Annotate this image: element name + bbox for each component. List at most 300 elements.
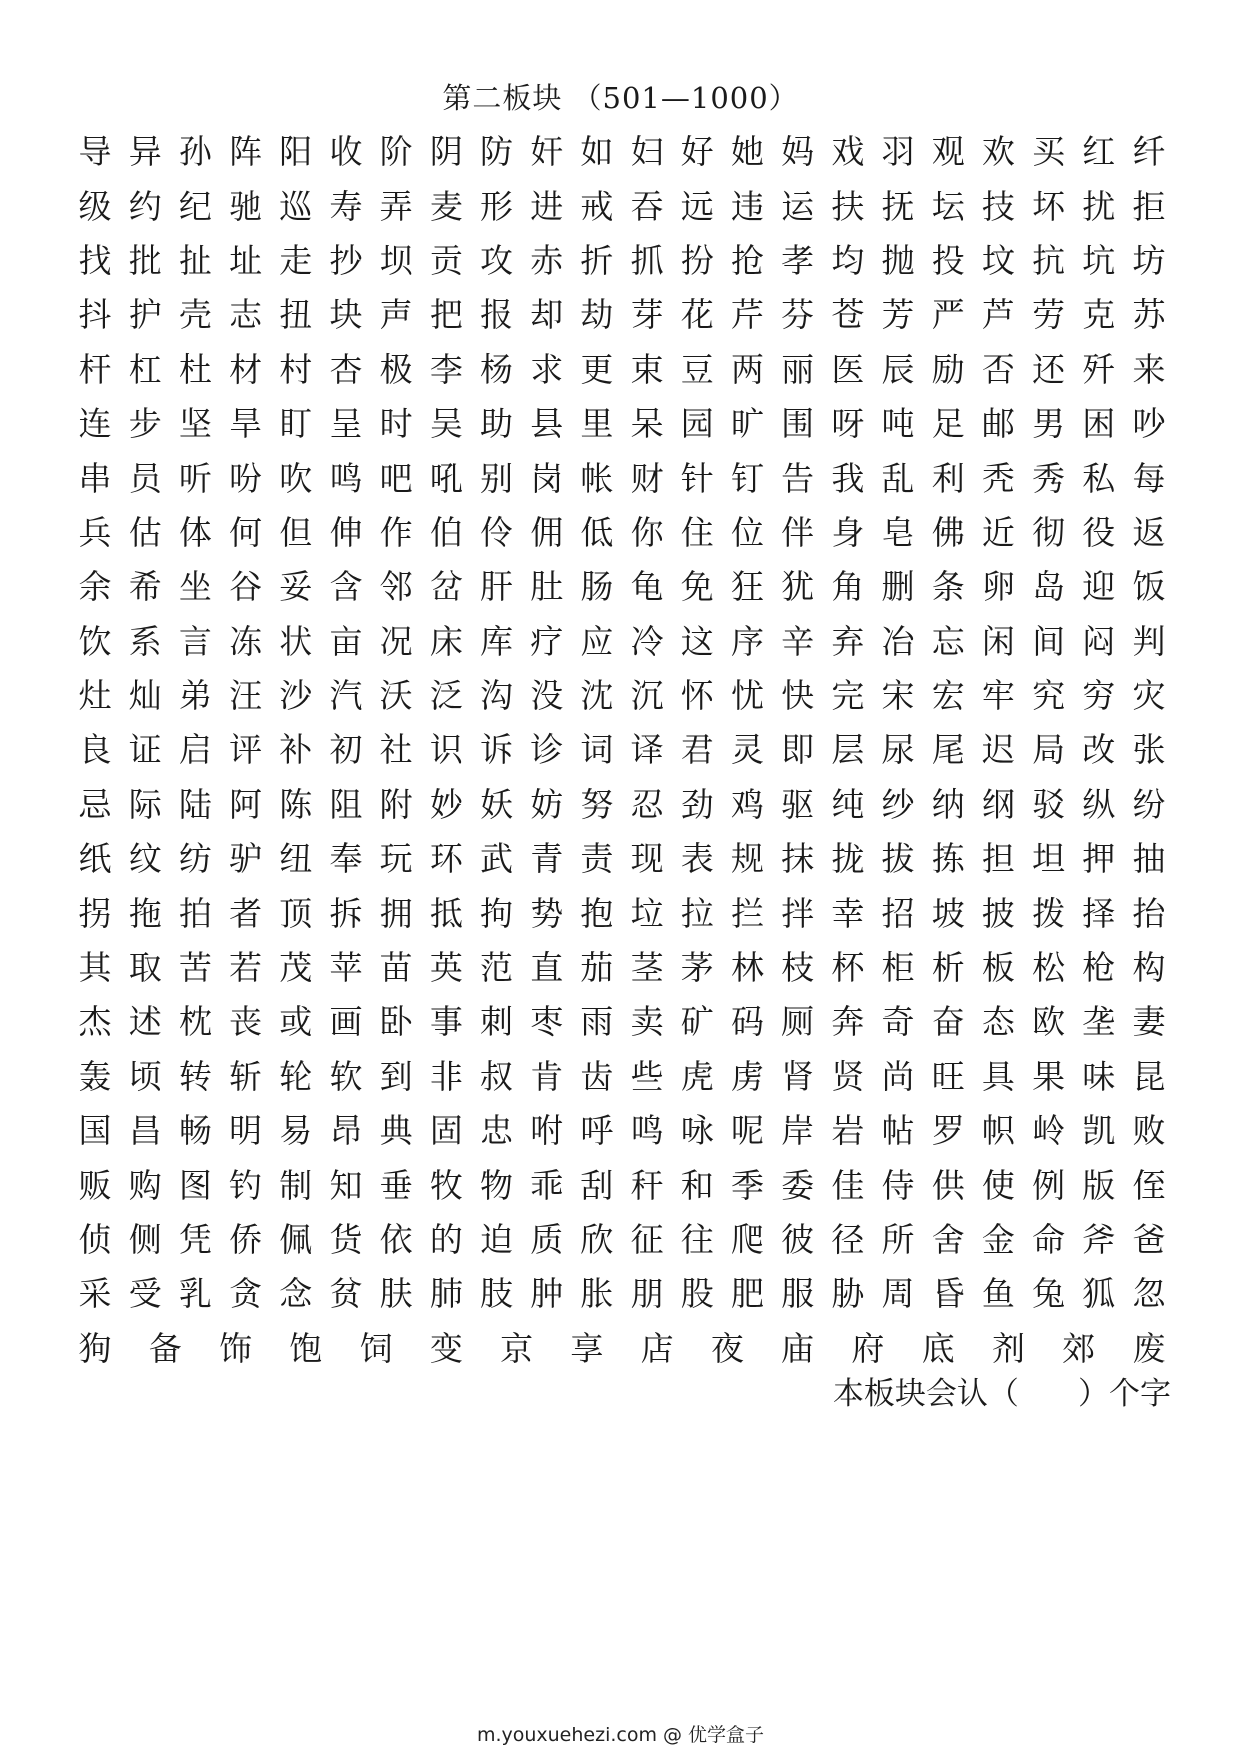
character-cell: 泛	[429, 676, 463, 716]
character-cell: 帜	[981, 1111, 1015, 1151]
character-cell: 狗	[78, 1328, 112, 1368]
character-cell: 纲	[981, 784, 1015, 824]
character-cell: 英	[429, 948, 463, 988]
character-cell: 忘	[931, 621, 965, 661]
character-cell: 纤	[1132, 132, 1166, 172]
character-cell: 辰	[881, 349, 915, 389]
character-cell: 呆	[630, 404, 664, 444]
character-cell: 杯	[831, 948, 865, 988]
character-cell: 坑	[1082, 240, 1116, 280]
character-cell: 态	[981, 1002, 1015, 1042]
character-cell: 责	[580, 839, 614, 879]
character-cell: 乖	[530, 1165, 564, 1205]
character-cell: 坡	[931, 893, 965, 933]
character-cell: 抓	[630, 240, 664, 280]
character-cell: 贡	[429, 240, 463, 280]
character-cell: 含	[329, 567, 363, 607]
character-cell: 希	[128, 567, 162, 607]
character-cell: 删	[881, 567, 915, 607]
character-cell: 迟	[981, 730, 1015, 770]
character-cell: 奉	[329, 839, 363, 879]
character-cell: 役	[1082, 512, 1116, 552]
character-cell: 壳	[178, 295, 212, 335]
character-cell: 亩	[329, 621, 363, 661]
character-cell: 冻	[229, 621, 263, 661]
character-row	[72, 560, 1172, 614]
character-cell: 闷	[1082, 621, 1116, 661]
character-cell: 岛	[1032, 567, 1066, 607]
character-cell: 败	[1132, 1111, 1166, 1151]
character-cell: 把	[429, 295, 463, 335]
character-cell: 垂	[379, 1165, 413, 1205]
character-cell: 时	[379, 404, 413, 444]
character-cell: 妈	[781, 132, 815, 172]
character-cell: 阳	[279, 132, 313, 172]
character-cell: 医	[831, 349, 865, 389]
character-cell: 杜	[178, 349, 212, 389]
character-cell: 金	[981, 1220, 1015, 1259]
character-cell: 些	[630, 1056, 664, 1096]
character-cell: 纵	[1082, 784, 1116, 824]
character-cell: 抽	[1132, 839, 1166, 879]
character-cell: 劲	[680, 784, 714, 824]
character-cell: 宏	[931, 676, 965, 716]
character-cell: 妻	[1132, 1002, 1166, 1042]
character-cell: 弃	[831, 621, 865, 661]
character-cell: 好	[680, 132, 714, 172]
character-cell: 驳	[1032, 784, 1066, 824]
character-cell: 角	[831, 567, 865, 607]
character-cell: 尚	[881, 1056, 915, 1096]
character-cell: 犹	[781, 567, 815, 607]
character-cell: 抵	[429, 893, 463, 933]
character-cell: 迎	[1082, 567, 1116, 607]
character-cell: 牢	[981, 676, 1015, 716]
character-row	[72, 778, 1172, 832]
character-cell: 伸	[329, 512, 363, 552]
character-cell: 扯	[178, 240, 212, 280]
character-cell: 肚	[530, 567, 564, 607]
character-cell: 股	[680, 1274, 714, 1314]
character-cell: 来	[1132, 349, 1166, 389]
character-cell: 努	[580, 784, 614, 824]
character-cell: 拖	[128, 893, 162, 933]
character-cell: 忍	[630, 784, 664, 824]
character-cell: 足	[931, 404, 965, 444]
character-cell: 层	[831, 730, 865, 770]
character-cell: 里	[580, 404, 614, 444]
character-cell: 冷	[630, 621, 664, 661]
character-cell: 轮	[279, 1056, 313, 1096]
character-cell: 版	[1082, 1165, 1116, 1205]
character-cell: 坦	[1032, 839, 1066, 879]
character-cell: 岔	[429, 567, 463, 607]
character-cell: 奔	[831, 1002, 865, 1042]
character-row	[72, 125, 1172, 179]
character-cell: 况	[379, 621, 413, 661]
character-cell: 运	[781, 186, 815, 226]
character-cell: 贩	[78, 1165, 112, 1205]
character-cell: 彻	[1032, 512, 1066, 552]
character-cell: 肢	[480, 1274, 513, 1314]
character-cell: 妥	[279, 567, 313, 607]
character-cell: 扮	[680, 240, 714, 280]
character-cell: 变	[429, 1328, 463, 1368]
character-cell: 果	[1032, 1056, 1066, 1096]
character-cell: 陆	[178, 784, 212, 824]
character-cell: 咐	[530, 1111, 564, 1151]
character-cell: 助	[480, 404, 513, 444]
character-cell: 矿	[680, 1002, 714, 1042]
character-cell: 局	[1032, 730, 1066, 770]
character-cell: 私	[1082, 458, 1116, 498]
character-cell: 欣	[580, 1220, 614, 1259]
character-cell: 折	[580, 240, 614, 280]
character-cell: 环	[429, 839, 463, 879]
character-cell: 走	[279, 240, 313, 280]
character-cell: 找	[78, 240, 112, 280]
character-cell: 麦	[429, 186, 463, 226]
character-cell: 狂	[730, 567, 764, 607]
character-cell: 灾	[1132, 676, 1166, 716]
character-cell: 往	[680, 1220, 714, 1259]
character-cell: 块	[329, 295, 363, 335]
character-row	[72, 1158, 1172, 1212]
character-cell: 抄	[329, 240, 363, 280]
character-cell: 志	[229, 295, 263, 335]
character-cell: 枕	[178, 1002, 212, 1042]
character-cell: 苦	[178, 948, 212, 988]
character-cell: 呀	[831, 404, 865, 444]
character-cell: 供	[931, 1165, 965, 1205]
character-cell: 李	[429, 349, 463, 389]
character-cell: 芽	[630, 295, 664, 335]
character-cell: 秆	[630, 1165, 664, 1205]
character-cell: 罗	[931, 1111, 965, 1151]
character-cell: 阿	[229, 784, 263, 824]
character-cell: 均	[831, 240, 865, 280]
character-row	[72, 1322, 1172, 1376]
character-cell: 附	[379, 784, 413, 824]
character-cell: 贫	[329, 1274, 363, 1314]
character-cell: 饮	[78, 621, 112, 661]
character-row	[72, 234, 1172, 288]
character-cell: 饲	[359, 1328, 393, 1368]
character-cell: 昌	[128, 1111, 162, 1151]
character-cell: 抗	[1032, 240, 1066, 280]
character-cell: 佳	[831, 1165, 865, 1205]
character-row	[72, 832, 1172, 886]
character-row	[72, 1104, 1172, 1158]
page-title: 第二板块 （501—1000）	[442, 81, 799, 115]
character-cell: 采	[78, 1274, 112, 1314]
character-cell: 担	[981, 839, 1015, 879]
character-cell: 肾	[781, 1056, 815, 1096]
character-row	[72, 1050, 1172, 1104]
character-cell: 抬	[1132, 893, 1166, 933]
character-cell: 芳	[881, 295, 915, 335]
character-cell: 拦	[730, 893, 764, 933]
character-cell: 择	[1082, 893, 1116, 933]
character-cell: 导	[78, 132, 112, 172]
character-cell: 物	[480, 1165, 513, 1205]
character-cell: 坟	[981, 240, 1015, 280]
character-cell: 村	[279, 349, 313, 389]
character-cell: 丧	[229, 1002, 263, 1042]
character-cell: 钉	[730, 458, 764, 498]
character-cell: 体	[178, 512, 212, 552]
character-cell: 启	[178, 730, 212, 770]
character-cell: 肺	[429, 1274, 463, 1314]
character-cell: 园	[680, 404, 714, 444]
character-cell: 府	[851, 1328, 885, 1368]
character-cell: 纹	[128, 839, 162, 879]
character-cell: 证	[128, 730, 162, 770]
character-cell: 阴	[429, 132, 463, 172]
character-cell: 杰	[78, 1002, 112, 1042]
character-cell: 励	[931, 349, 965, 389]
character-cell: 昆	[1132, 1056, 1166, 1096]
character-cell: 和	[680, 1165, 714, 1205]
character-cell: 佩	[279, 1220, 313, 1259]
character-cell: 阵	[229, 132, 263, 172]
character-cell: 吩	[229, 458, 263, 498]
character-cell: 周	[881, 1274, 915, 1314]
character-cell: 迫	[480, 1220, 513, 1259]
character-cell: 纺	[178, 839, 212, 879]
character-cell: 妙	[429, 784, 463, 824]
character-cell: 驴	[229, 839, 263, 879]
character-cell: 盯	[279, 404, 313, 444]
character-cell: 芹	[730, 295, 764, 335]
character-cell: 例	[1032, 1165, 1066, 1205]
character-cell: 却	[530, 295, 564, 335]
character-cell: 秀	[1032, 458, 1066, 498]
character-row	[72, 179, 1172, 233]
character-row	[72, 288, 1172, 342]
character-cell: 扭	[279, 295, 313, 335]
character-cell: 典	[379, 1111, 413, 1151]
character-cell: 玩	[379, 839, 413, 879]
character-cell: 芬	[781, 295, 815, 335]
character-cell: 胁	[831, 1274, 865, 1314]
character-cell: 贪	[229, 1274, 263, 1314]
character-cell: 异	[128, 132, 162, 172]
character-cell: 译	[630, 730, 664, 770]
character-cell: 饭	[1132, 567, 1166, 607]
character-cell: 沟	[480, 676, 513, 716]
character-cell: 庙	[781, 1328, 815, 1368]
character-cell: 柜	[881, 948, 915, 988]
character-cell: 押	[1082, 839, 1116, 879]
character-cell: 垃	[630, 893, 664, 933]
character-cell: 底	[921, 1328, 955, 1368]
character-row	[72, 941, 1172, 995]
character-cell: 苍	[831, 295, 865, 335]
character-cell: 侦	[78, 1220, 112, 1259]
character-cell: 杨	[480, 349, 513, 389]
character-cell: 羽	[881, 132, 915, 172]
character-cell: 鱼	[981, 1274, 1015, 1314]
character-cell: 爸	[1132, 1220, 1166, 1259]
character-cell: 拘	[480, 893, 513, 933]
character-cell: 穷	[1082, 676, 1116, 716]
character-cell: 约	[128, 186, 162, 226]
character-cell: 坏	[1032, 186, 1066, 226]
character-cell: 受	[128, 1274, 162, 1314]
character-cell: 顷	[128, 1056, 162, 1096]
character-cell: 初	[329, 730, 363, 770]
character-cell: 伯	[429, 512, 463, 552]
character-cell: 良	[78, 730, 112, 770]
character-cell: 刺	[480, 1002, 513, 1042]
character-cell: 条	[931, 567, 965, 607]
character-cell: 抛	[881, 240, 915, 280]
character-cell: 齿	[580, 1056, 614, 1096]
character-cell: 事	[429, 1002, 463, 1042]
character-row	[72, 615, 1172, 669]
character-cell: 者	[229, 893, 263, 933]
character-cell: 拐	[78, 893, 112, 933]
character-cell: 位	[730, 512, 764, 552]
character-cell: 她	[730, 132, 764, 172]
character-cell: 劫	[580, 295, 614, 335]
character-cell: 岸	[781, 1111, 815, 1151]
character-cell: 这	[680, 621, 714, 661]
character-cell: 岭	[1032, 1111, 1066, 1151]
character-cell: 夜	[710, 1328, 744, 1368]
character-cell: 作	[379, 512, 413, 552]
character-cell: 收	[329, 132, 363, 172]
character-cell: 轰	[78, 1056, 112, 1096]
character-cell: 势	[530, 893, 564, 933]
character-cell: 刮	[580, 1165, 614, 1205]
character-cell: 识	[429, 730, 463, 770]
character-cell: 免	[680, 567, 714, 607]
character-cell: 奋	[931, 1002, 965, 1042]
character-cell: 拒	[1132, 186, 1166, 226]
character-cell: 畅	[178, 1111, 212, 1151]
character-cell: 卵	[981, 567, 1015, 607]
character-cell: 快	[781, 676, 815, 716]
character-cell: 严	[931, 295, 965, 335]
character-cell: 抹	[781, 839, 815, 879]
character-cell: 评	[229, 730, 263, 770]
character-cell: 凯	[1082, 1111, 1116, 1151]
character-cell: 枣	[530, 1002, 564, 1042]
character-cell: 具	[981, 1056, 1015, 1096]
character-cell: 厕	[781, 1002, 815, 1042]
character-cell: 表	[680, 839, 714, 879]
character-cell: 攻	[480, 240, 513, 280]
character-cell: 张	[1132, 730, 1166, 770]
character-cell: 披	[981, 893, 1015, 933]
character-cell: 佣	[530, 512, 564, 552]
character-cell: 困	[1082, 404, 1116, 444]
character-cell: 贤	[831, 1056, 865, 1096]
character-cell: 利	[931, 458, 965, 498]
character-cell: 阶	[379, 132, 413, 172]
character-cell: 汪	[229, 676, 263, 716]
character-cell: 批	[128, 240, 162, 280]
character-cell: 板	[981, 948, 1015, 988]
character-cell: 软	[329, 1056, 363, 1096]
character-cell: 坐	[178, 567, 212, 607]
character-cell: 妖	[480, 784, 513, 824]
character-cell: 肿	[530, 1274, 564, 1314]
character-cell: 取	[128, 948, 162, 988]
character-cell: 茅	[680, 948, 714, 988]
character-cell: 国	[78, 1111, 112, 1151]
character-cell: 析	[931, 948, 965, 988]
character-cell: 若	[229, 948, 263, 988]
character-cell: 货	[329, 1220, 363, 1259]
character-cell: 松	[1032, 948, 1066, 988]
character-row	[72, 886, 1172, 940]
character-cell: 灶	[78, 676, 112, 716]
character-cell: 征	[630, 1220, 664, 1259]
character-cell: 吴	[429, 404, 463, 444]
character-cell: 拢	[831, 839, 865, 879]
character-cell: 径	[831, 1220, 865, 1259]
character-cell: 皂	[881, 512, 915, 552]
character-cell: 买	[1032, 132, 1066, 172]
character-cell: 拉	[680, 893, 714, 933]
character-cell: 茄	[580, 948, 614, 988]
character-cell: 斩	[229, 1056, 263, 1096]
character-cell: 制	[279, 1165, 313, 1205]
character-cell: 饱	[289, 1328, 323, 1368]
character-cell: 如	[580, 132, 614, 172]
character-cell: 寿	[329, 186, 363, 226]
character-row	[72, 723, 1172, 777]
character-cell: 坊	[1132, 240, 1166, 280]
character-cell: 忧	[730, 676, 764, 716]
character-cell: 汽	[329, 676, 363, 716]
character-cell: 何	[229, 512, 263, 552]
character-cell: 驱	[781, 784, 815, 824]
character-cell: 坚	[178, 404, 212, 444]
character-cell: 束	[630, 349, 664, 389]
character-cell: 所	[881, 1220, 915, 1259]
character-cell: 明	[229, 1111, 263, 1151]
character-cell: 备	[148, 1328, 182, 1368]
character-cell: 孝	[781, 240, 815, 280]
character-cell: 肠	[580, 567, 614, 607]
character-cell: 其	[78, 948, 112, 988]
character-cell: 沈	[580, 676, 614, 716]
character-cell: 服	[781, 1274, 815, 1314]
character-cell: 乳	[178, 1274, 212, 1314]
character-cell: 吞	[630, 186, 664, 226]
character-cell: 纷	[1132, 784, 1166, 824]
character-cell: 卧	[379, 1002, 413, 1042]
character-cell: 投	[931, 240, 965, 280]
character-cell: 侍	[881, 1165, 915, 1205]
character-cell: 依	[379, 1220, 413, 1259]
character-cell: 旱	[229, 404, 263, 444]
character-cell: 昂	[329, 1111, 363, 1151]
character-cell: 吧	[379, 458, 413, 498]
character-row	[72, 506, 1172, 560]
character-cell: 近	[981, 512, 1015, 552]
character-cell: 忌	[78, 784, 112, 824]
character-cell: 抚	[881, 186, 915, 226]
character-cell: 的	[429, 1220, 463, 1259]
character-cell: 告	[781, 458, 815, 498]
character-row	[72, 1267, 1172, 1321]
character-cell: 库	[480, 621, 513, 661]
